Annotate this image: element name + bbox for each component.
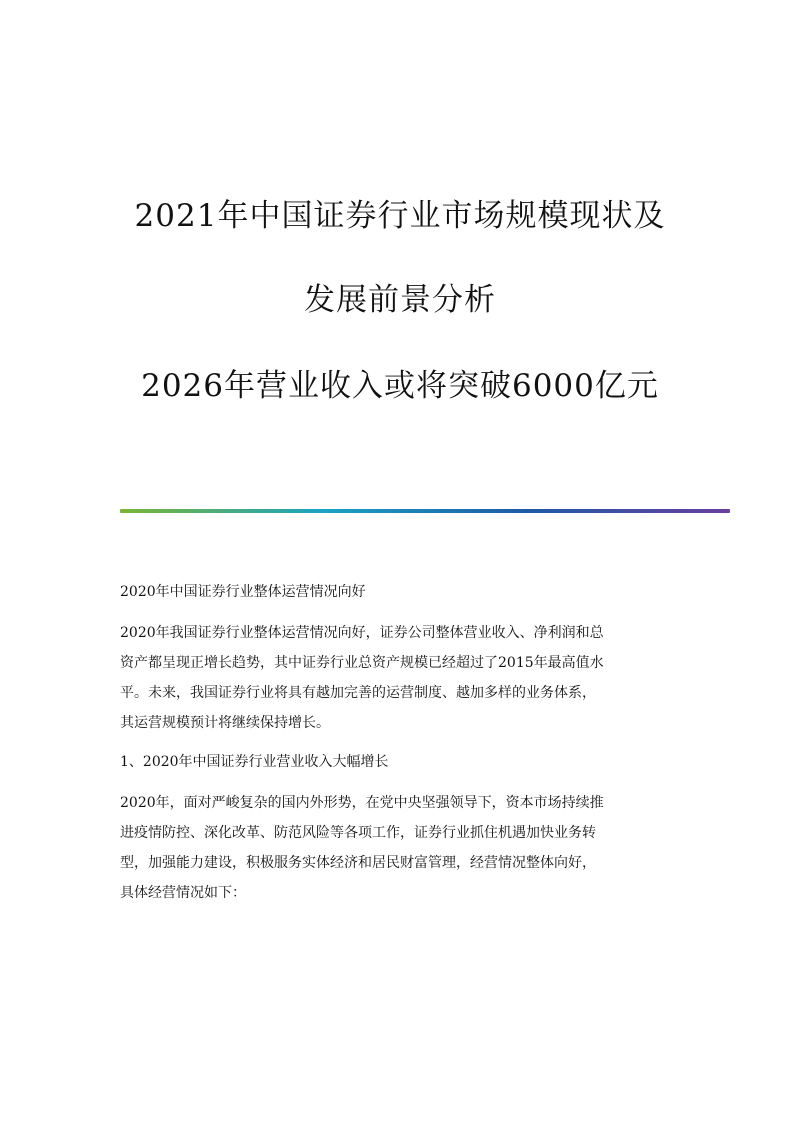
paragraph-line: 型，加强能力建设，积极服务实体经济和居民财富管理，经营情况整体向好， (120, 855, 596, 871)
paragraph-line: 2020年我国证券行业整体运营情况向好，证券公司整体营业收入、净利润和总 (120, 625, 604, 641)
paragraph-line: 其运营规模预计将继续保持增长。 (120, 715, 330, 731)
section-heading: 2020年中国证券行业整体运营情况向好 (120, 584, 366, 600)
paragraph-line: 平。未来，我国证券行业将具有越加完善的运营制度、越加多样的业务体系， (120, 685, 596, 701)
paragraph-line: 进疫情防控、深化改革、防范风险等各项工作，证券行业抓住机遇加快业务转 (120, 825, 596, 841)
paragraph (120, 618, 680, 738)
paragraph (120, 788, 680, 908)
section-heading: 1、2020年中国证券行业营业收入大幅增长 (120, 754, 389, 770)
document-subtitle: 2026年营业收入或将突破6000亿元 (141, 368, 659, 404)
gradient-divider (120, 509, 730, 513)
article-body (120, 580, 680, 920)
document-title-line-2: 发展前景分析 (304, 282, 496, 318)
paragraph-line: 资产都呈现正增长趋势，其中证券行业总资产规模已经超过了2015年最高值水 (120, 655, 604, 671)
paragraph-line: 具体经营情况如下： (120, 885, 246, 901)
paragraph-line: 2020年，面对严峻复杂的国内外形势，在党中央坚强领导下，资本市场持续推 (120, 795, 604, 811)
document-title-line-1: 2021年中国证券行业市场规模现状及 (134, 198, 666, 234)
